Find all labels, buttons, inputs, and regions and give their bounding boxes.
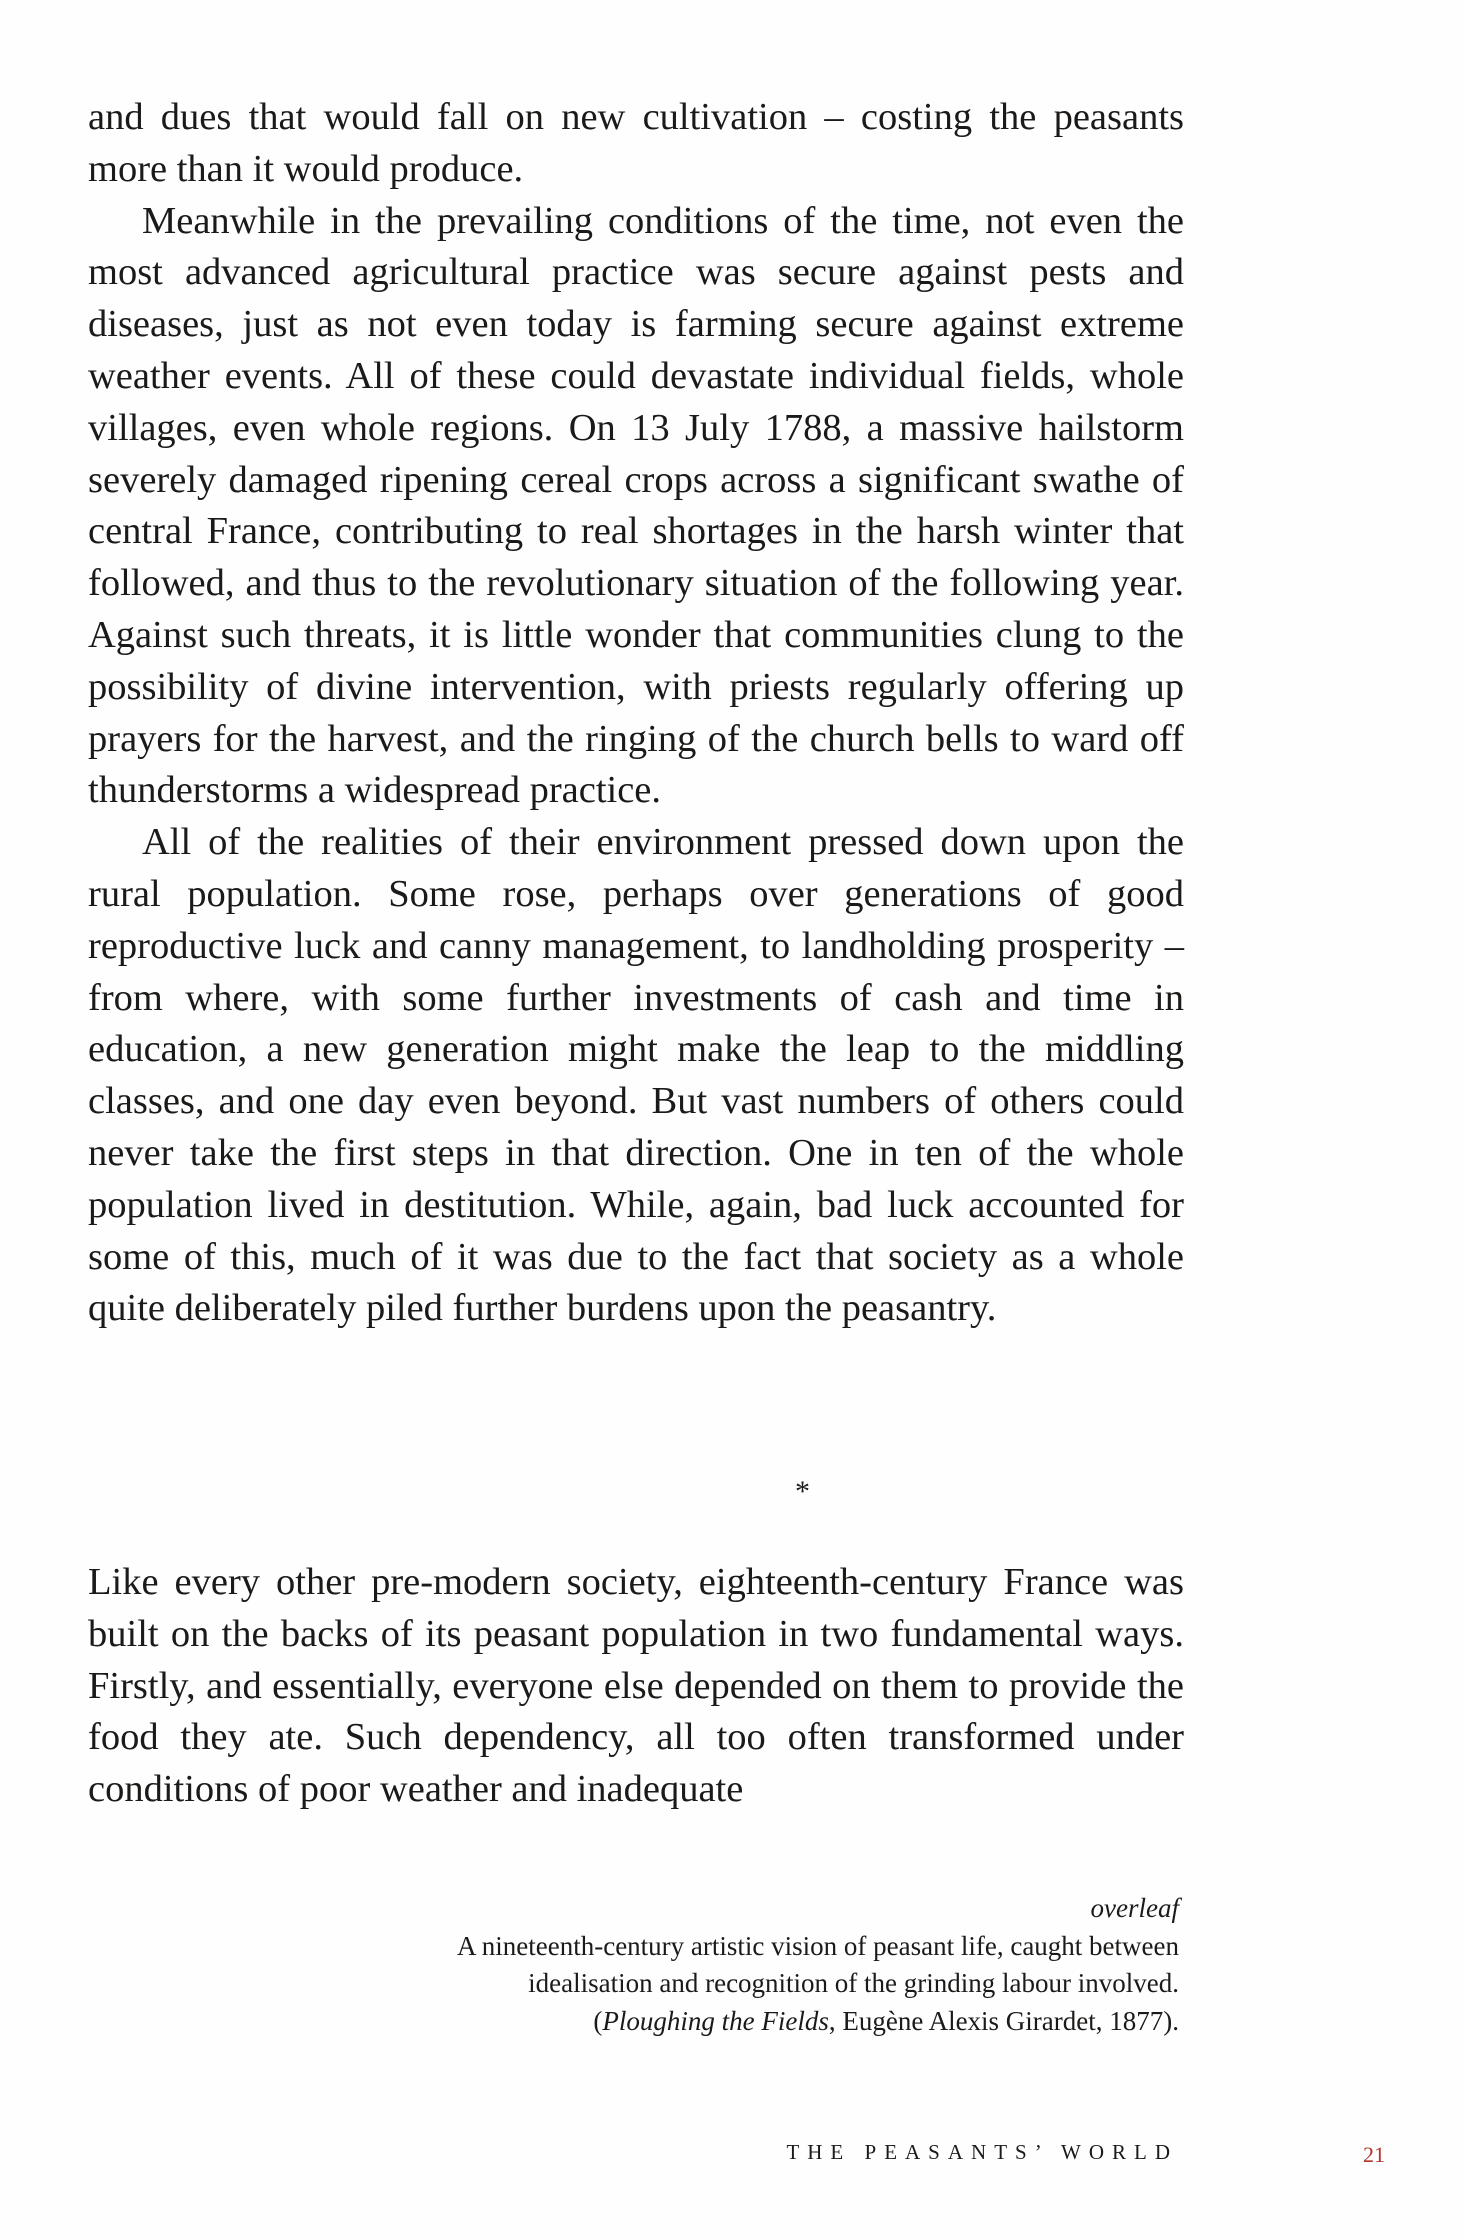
section-break-asterisk: * [795,1475,810,1508]
caption-attribution: , Eugène Alexis Girardet, 1877). [828,2005,1179,2036]
caption-artwork-title: Ploughing the Fields [602,2005,829,2036]
caption-credit [219,2003,1179,2041]
paragraph-pests-weather: Meanwhile in the prevailing conditions of the time, not even the most advanced agricultural practice was secure against pests and diseases, just as not even today is farming secure against extreme weather events. All of these could devastate individual fields, whole villages, even whole regions. On 13 July 1788, a massive hailstorm severely damaged ripening cereal crops across a significant swathe of central France, contributing to real shortages in the harsh winter that followed, and thus to the revolutionary situation of the following year. Against such threats, it is little wonder that communities clung to the possibility of divine intervention, with priests regularly offering up prayers for the harvest, and the ringing of the church bells to ward off thunderstorms a widespread practice. [88,199,1184,812]
caption-open-paren: ( [593,2005,603,2036]
paragraph-pre-modern-society: Like every other pre-modern society, eighteenth-century France was built on the backs of its peasant population in two fundamental ways. Firstly, and essentially, everyone else depended on them to provide the food they ate. Such dependency, all too often transformed under conditions of poor weather and inadequate [88,1561,1184,1811]
page-number: 21 [1363,2142,1385,2167]
caption-line-2: idealisation and recognition of the grinding labour involved. [528,1968,1179,1998]
running-head: THE PEASANTS’ WORLD [786,2140,1178,2164]
paragraph-rural-population: All of the realities of their environment pressed down upon the rural population. Some rose, perhaps over generations of good reproductive luck and canny management, to landholding prosperity – from where, with some further investments of cash and time in education, a new generation might make the leap to the middling classes, and one day even beyond. But vast numbers of others could never take the first steps in that direction. One in ten of the whole population lived in destitution. While, again, bad luck accounted for some of this, much of it was due to the fact that society as a whole quite deliberately piled further burdens upon the peasantry. [88,821,1184,1330]
image-caption [219,1890,1179,2040]
main-text-block [88,92,1184,1335]
paragraph-continuation: and dues that would fall on new cultivation – costing the peasants more than it would produce. [88,96,1184,190]
second-text-block [88,1557,1184,1816]
caption-label: overleaf [1090,1893,1179,1923]
caption-line-1: A nineteenth-century artistic vision of peasant life, caught between [457,1930,1179,1961]
